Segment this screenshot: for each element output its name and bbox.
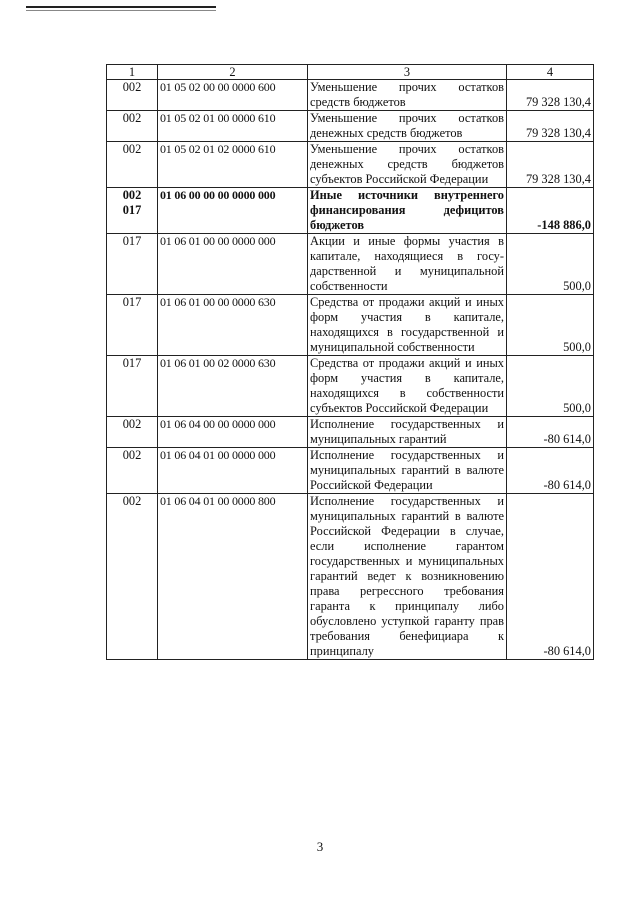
amount-cell: 500,0: [507, 295, 594, 356]
table-row: [107, 142, 594, 188]
amount-cell: 79 328 130,4: [507, 111, 594, 142]
budget-sources-table: [106, 64, 594, 660]
amount-cell: 79 328 130,4: [507, 142, 594, 188]
description-cell: Уменьшение прочих остатков денежных средств бюджетов: [308, 111, 507, 142]
admin-code-cell: 002: [107, 417, 158, 448]
table-row: [107, 234, 594, 295]
table-row: [107, 111, 594, 142]
amount-cell: -148 886,0: [507, 188, 594, 234]
admin-code-cell: 002 017: [107, 188, 158, 234]
page-number: 3: [316, 839, 324, 854]
description-cell: Исполнение государственных и муниципальных гарантий в валюте Российской Федерации: [308, 448, 507, 494]
amount-cell: -80 614,0: [507, 448, 594, 494]
header-col-1: 1: [107, 65, 158, 80]
amount-cell: -80 614,0: [507, 417, 594, 448]
classification-code-cell: 01 06 01 00 00 0000 630: [158, 295, 308, 356]
header-col-2: 2: [158, 65, 308, 80]
classification-code-cell: 01 06 04 00 00 0000 000: [158, 417, 308, 448]
table-row: [107, 295, 594, 356]
classification-code-cell: 01 06 01 00 02 0000 630: [158, 356, 308, 417]
table-row: [107, 356, 594, 417]
description-cell: Уменьшение прочих остатков средств бюджетов: [308, 80, 507, 111]
description-cell: Средства от продажи акций и иных форм участия в капитале, находящихся в собственности субъектов Российской Федерации: [308, 356, 507, 417]
description-cell: Уменьшение прочих остатков денежных средств бюджетов субъектов Российской Федерации: [308, 142, 507, 188]
admin-code-cell: 017: [107, 234, 158, 295]
admin-code-cell: 002: [107, 448, 158, 494]
amount-cell: -80 614,0: [507, 494, 594, 660]
amount-cell: 79 328 130,4: [507, 80, 594, 111]
description-cell: Исполнение государственных и муниципальных гарантий в валюте Российской Федерации в случае, если исполнение гарантом государственных и муниципальных гарантий ведет к возникновению права регрессного требования гаранта к принципалу либо обусловлено уступкой гаранту прав требования бенефициара к принципалу: [308, 494, 507, 660]
classification-code-cell: 01 06 00 00 00 0000 000: [158, 188, 308, 234]
table-row: [107, 80, 594, 111]
header-col-3: 3: [308, 65, 507, 80]
classification-code-cell: 01 06 04 01 00 0000 800: [158, 494, 308, 660]
table-header-row: [107, 65, 594, 80]
header-col-4: 4: [507, 65, 594, 80]
admin-code-cell: 002: [107, 111, 158, 142]
table-row: [107, 494, 594, 660]
table-row: [107, 448, 594, 494]
classification-code-cell: 01 06 04 01 00 0000 000: [158, 448, 308, 494]
classification-code-cell: 01 05 02 01 00 0000 610: [158, 111, 308, 142]
header-rule: [26, 6, 216, 8]
amount-cell: 500,0: [507, 234, 594, 295]
description-cell: Акции и иные формы участия в капитале, находящиеся в государственной и муниципальной собственности: [308, 234, 507, 295]
description-cell: Иные источники внутреннего финансирования дефицитов бюджетов: [308, 188, 507, 234]
admin-code-cell: 017: [107, 356, 158, 417]
description-cell: Исполнение государственных и муниципальных гарантий: [308, 417, 507, 448]
description-cell: Средства от продажи акций и иных форм участия в капитале, находящихся в государственной и муниципальной собственности: [308, 295, 507, 356]
header-rule-thin: [26, 10, 216, 11]
classification-code-cell: 01 06 01 00 00 0000 000: [158, 234, 308, 295]
admin-code-cell: 002: [107, 80, 158, 111]
classification-code-cell: 01 05 02 00 00 0000 600: [158, 80, 308, 111]
table-row: [107, 417, 594, 448]
admin-code-cell: 002: [107, 142, 158, 188]
admin-code-cell: 002: [107, 494, 158, 660]
amount-cell: 500,0: [507, 356, 594, 417]
table-row: [107, 188, 594, 234]
admin-code-cell: 017: [107, 295, 158, 356]
classification-code-cell: 01 05 02 01 02 0000 610: [158, 142, 308, 188]
